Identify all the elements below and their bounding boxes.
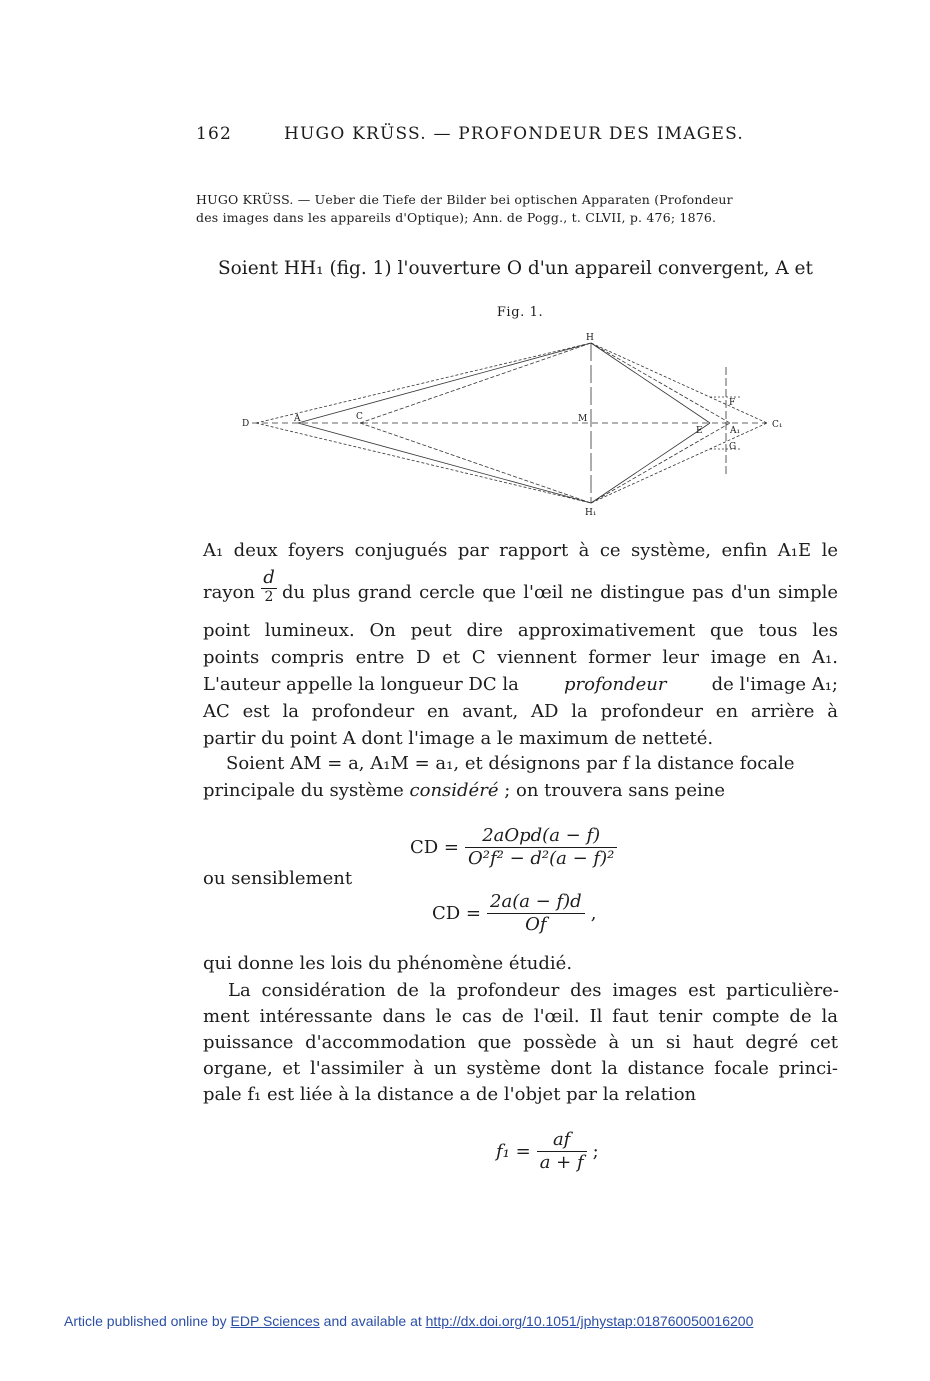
eq1-numerator: 2aOpd(a − f) (465, 827, 617, 848)
equation-2 (432, 888, 596, 938)
eq1-fraction (465, 824, 617, 869)
footer-prefix: Article published online by (64, 1313, 227, 1329)
label-C: C (356, 412, 363, 422)
eq2-lhs: CD = (432, 902, 482, 924)
label-M: M (578, 414, 588, 424)
p2-line-2-b: ; on trouvera sans peine (504, 780, 725, 801)
ou-sensiblement: ou sensiblement (203, 868, 353, 889)
running-header (196, 124, 756, 148)
running-title: HUGO KRÜSS. — PROFONDEUR DES IMAGES. (284, 124, 744, 144)
eq1-denominator: O²f² − d²(a − f)² (468, 847, 615, 869)
page-number: 162 (196, 124, 233, 144)
p2-considere: considéré (409, 780, 499, 801)
p3-line-4: organe, et l'assimiler à un système dont la distance focale princi- (203, 1058, 838, 1079)
figure-caption: Fig. 1. (496, 305, 544, 320)
footer-middle: and available at (323, 1313, 422, 1329)
eq3-trail: ; (592, 1140, 599, 1162)
optical-diagram (232, 325, 792, 525)
eq3-lhs: f₁ = (496, 1140, 531, 1162)
p3-line-1: La considération de la profondeur des images est particulière- (228, 980, 839, 1001)
p3-line-3: puissance d'accommodation que possède à un si haut degré cet (203, 1032, 838, 1053)
eq3-denominator: a + f (539, 1151, 584, 1173)
label-D: D (242, 419, 250, 429)
p1-line-7: partir du point A dont l'image a le maximum de netteté. (203, 728, 714, 749)
p1-line-2 (203, 568, 838, 610)
p1-line-3: point lumineux. On peut dire approximativement que tous les (203, 620, 838, 641)
label-A: A (294, 414, 301, 424)
reference-line-2: des images dans les appareils d'Optique); Ann. de Pogg., t. CLVII, p. 476; 1876. (196, 210, 717, 225)
p1-line-1: A₁ deux foyers conjugués par rapport à ce système, enfin A₁E le (203, 540, 838, 561)
eq3-numerator: af (537, 1131, 587, 1152)
p1-rayon-word: rayon (203, 582, 255, 603)
p3-line-2: ment intéressante dans le cas de l'œil. Il faut tenir compte de la (203, 1006, 838, 1027)
intro-line: Soient HH₁ (fig. 1) l'ouverture O d'un appareil convergent, A et (218, 258, 813, 279)
label-A1: A₁ (730, 426, 741, 436)
label-C1: C₁ (772, 420, 783, 430)
qui-donne-line: qui donne les lois du phénomène étudié. (203, 953, 573, 974)
p1-line-6: AC est la profondeur en avant, AD la profondeur en arrière à (203, 701, 838, 722)
frac-num-d: d (261, 568, 277, 589)
p2-line-2 (203, 780, 838, 801)
equation-1 (410, 822, 617, 872)
eq2-numerator: 2a(a − f)d (487, 893, 585, 914)
p1-line-2-rest: du plus grand cercle que l'œil ne distingue pas d'un simple (282, 582, 838, 603)
p2-line-2-a: principale du système (203, 780, 404, 801)
equation-3 (496, 1126, 599, 1176)
p1-line-5 (203, 674, 838, 695)
frac-den-2: 2 (264, 589, 274, 605)
fraction-d (261, 568, 277, 605)
doi-link[interactable]: http://dx.doi.org/10.1051/jphystap:018760050016200 (425, 1313, 754, 1329)
eq3-fraction (537, 1128, 587, 1173)
eq2-denominator: Of (525, 913, 547, 935)
publication-footer (64, 1313, 824, 1329)
label-F: F (729, 398, 736, 408)
reference-line-1: HUGO KRÜSS. — Ueber die Tiefe der Bilder bei optischen Apparaten (Profondeur (196, 192, 733, 207)
p1-line-5-a: L'auteur appelle la longueur DC la (203, 674, 519, 695)
p1-line-5-b: de l'image A₁; (711, 674, 838, 695)
label-H1: H₁ (585, 508, 597, 518)
p1-profondeur: profondeur (564, 674, 667, 695)
label-G: G (729, 442, 737, 452)
p1-line-4: points compris entre D et C viennent former leur image en A₁. (203, 647, 838, 668)
p2-line-1: Soient AM = a, A₁M = a₁, et désignons par f la distance focale (226, 753, 795, 774)
bibliographic-reference (196, 191, 846, 227)
eq1-lhs: CD = (410, 836, 460, 858)
eq2-fraction (487, 890, 585, 935)
label-H: H (586, 333, 594, 343)
p3-line-5: pale f₁ est liée à la distance a de l'objet par la relation (203, 1084, 697, 1105)
eq2-trail: , (590, 902, 597, 924)
label-E: E (696, 426, 703, 436)
publisher-link[interactable]: EDP Sciences (230, 1313, 320, 1329)
